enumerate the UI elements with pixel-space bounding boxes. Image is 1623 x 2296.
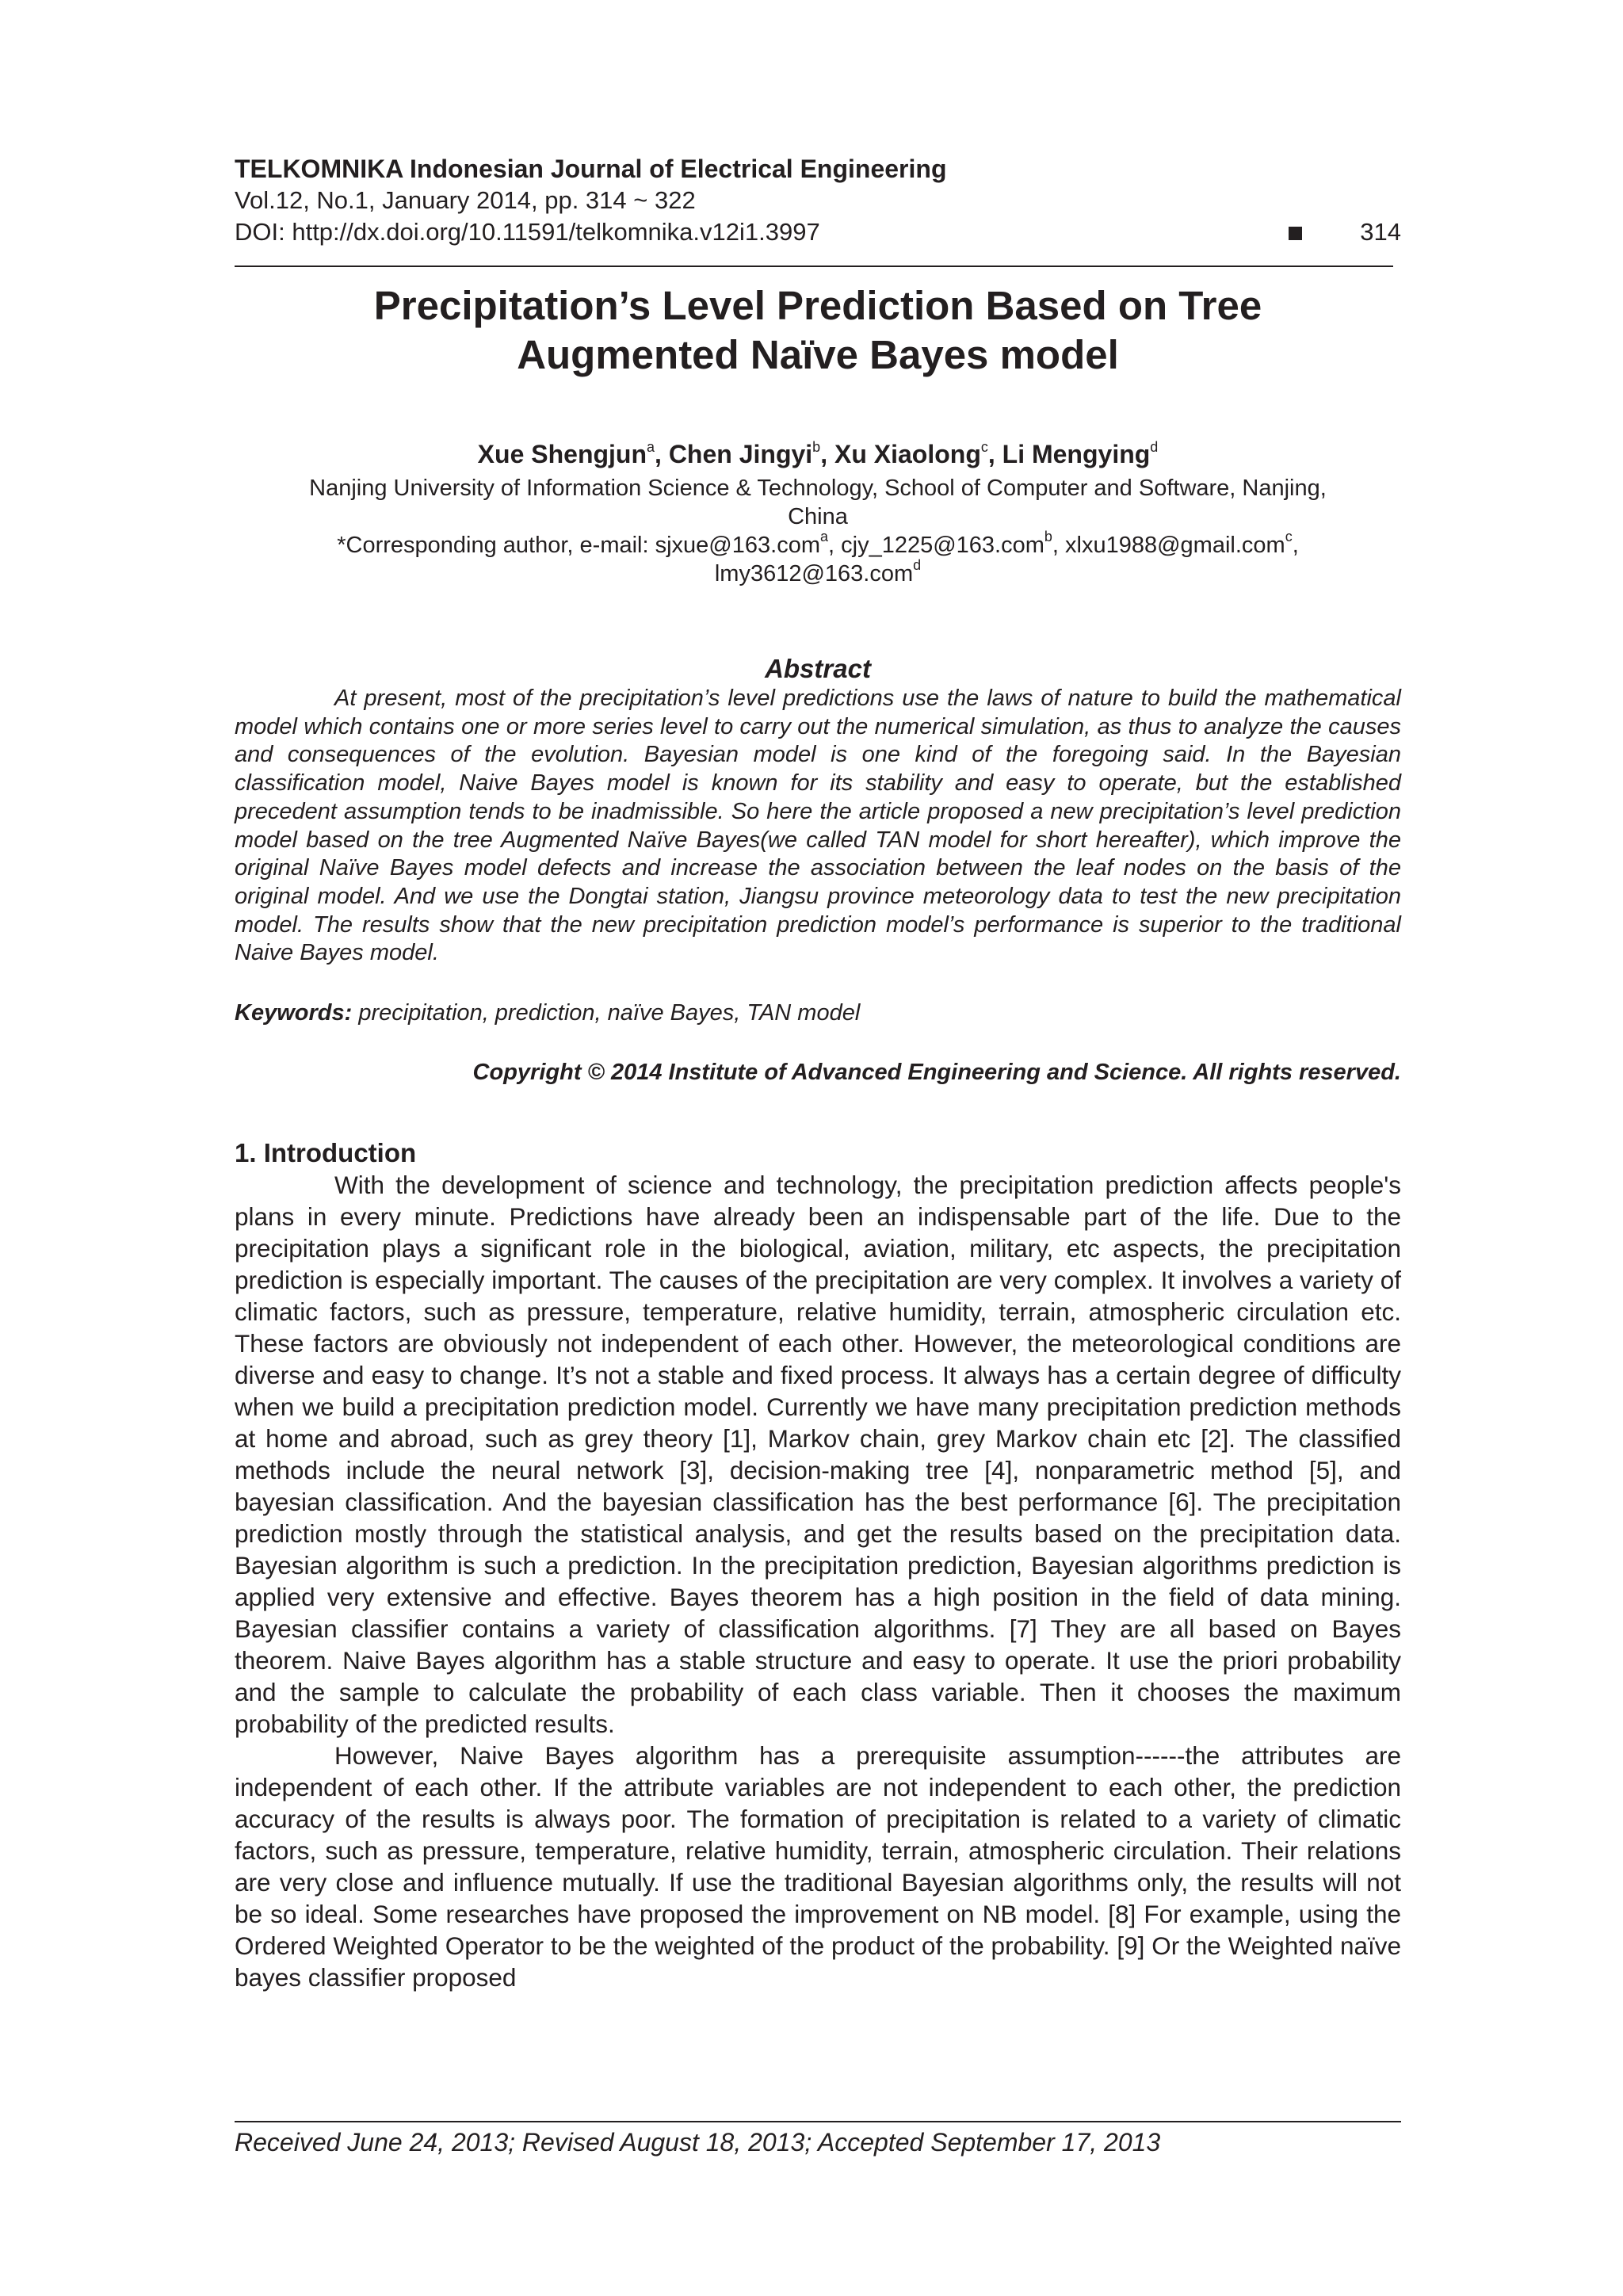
email-mark: c [1285,529,1293,544]
author-name: Chen Jingyi [668,440,813,468]
keywords-text: precipitation, prediction, naïve Bayes, TAN model [352,1000,861,1026]
body-paragraph: With the development of science and technology, the precipitation prediction affects people's plans in every minute. Predictions have already been an indispensable part of the life. Due to the precipitation plays a significant role in the biological, aviation, military, etc aspects, the precipitation prediction is especially important. The causes of the precipitation are very complex. It involves a variety of climatic factors, such as pressure, temperature, relative humidity, terrain, atmospheric circulation etc. These factors are obviously not independent of each other. However, the meteorological conditions are diverse and easy to change. It’s not a stable and fixed process. It always has a certain degree of difficulty when we build a precipitation prediction model. Currently we have many precipitation prediction methods at home and abroad, such as grey theory [1], Markov chain, grey Markov chain etc [2]. The classified methods include the neural network [3], decision-making tree [4], nonparametric method [5], and bayesian classification. And the bayesian classification has the best performance [6]. The precipitation prediction mostly through the statistical analysis, and get the results based on the precipitation data. Bayesian algorithm is such a prediction. In the precipitation prediction, Bayesian algorithms prediction is applied very extensive and effective. Bayes theorem has a high position in the field of data mining. Bayesian classifier contains a variety of classification algorithms. [7] They are all based on Bayes theorem. Naive Bayes algorithm has a stable structure and easy to operate. It use the priori probability and the sample to calculate the probability of each class variable. Then it chooses the maximum probability of the predicted results. [235,1171,1401,1738]
body-paragraph: However, Naive Bayes algorithm has a prerequisite assumption------the attributes are independent of each other. If the attribute variables are not independent to each other, the prediction accuracy of the results is always poor. The formation of precipitation is related to a variety of climatic factors, such as pressure, temperature, relative humidity, terrain, atmospheric circulation. Their relations are very close and influence mutually. If use the traditional Bayesian algorithms only, the results will not be so ideal. Some researches have proposed the improvement on NB model. [8] For example, using the Ordered Weighted Operator to be the weighted of the product of the probability. [9] Or the Weighted naïve bayes classifier proposed [235,1741,1401,1992]
email-mark: d [913,557,922,573]
page-number: 314 [1360,218,1401,246]
corresponding-email-line-2 [235,557,1401,588]
doi-row [235,216,1401,248]
email-prefix: *Corresponding author, e-mail: [337,533,655,558]
title-line-2: Augmented Naïve Bayes model [517,332,1119,377]
affiliation-line-1: Nanjing University of Information Science & Technology, School of Computer and Software, Nanjing, [309,476,1327,501]
copyright-notice: Copyright © 2014 Institute of Advanced Engineering and Science. All rights reserved. [472,1060,1401,1085]
square-bullet-icon [1289,227,1302,240]
email-mark: a [819,529,828,544]
journal-name: TELKOMNIKA Indonesian Journal of Electrical Engineering [235,155,947,183]
received-dates: Received June 24, 2013; Revised August 18, 2013; Accepted September 17, 2013 [235,2128,1161,2157]
email-address[interactable]: sjxue@163.com [655,533,820,558]
author-name: Li Mengying [1002,440,1151,468]
email-mark: b [1044,529,1052,544]
section-heading-introduction: 1. Introduction [235,1138,417,1167]
author-mark: b [812,439,821,455]
author-mark: d [1150,439,1159,455]
paper-title [235,281,1401,380]
abstract-heading: Abstract [765,654,871,683]
journal-header [235,153,1401,248]
title-line-1: Precipitation’s Level Prediction Based on Tree [373,283,1262,328]
author-list: Xue Shengjun$^a$, Chen Jingyi$^b$, Xu Xiaolong$^c$, Li Mengying$^d$ [477,439,1159,468]
keywords-label: Keywords: [235,1000,353,1026]
volume-line: Vol.12, No.1, January 2014, pp. 314 ~ 322 [235,186,696,214]
footer-rule [235,2121,1401,2122]
doi-line: DOI: http://dx.doi.org/10.11591/telkomnika.v12i1.3997 [235,218,820,246]
author-name: Xue Shengjun [477,440,647,468]
affiliation-block [235,474,1401,588]
keywords-line [235,999,1401,1027]
header-rule [235,266,1393,267]
email-address[interactable]: lmy3612@163.com [714,561,914,586]
abstract-text: At present, most of the precipitation’s level predictions use the laws of nature to build the mathematical model which contains one or more series level to carry out the numerical simulation, as thus to analyze the causes and consequences of the evolution. Bayesian model is one kind of the foregoing said. In the Bayesian classification model, Naive Bayes model is known for its stability and easy to operate, but the established precedent assumption tends to be inadmissible. So here the article proposed a new precipitation’s level prediction model based on the tree Augmented Naïve Bayes(we called TAN model for short hereafter), which improve the original Naïve Bayes model defects and increase the association between the leaf nodes on the basis of the original model. And we use the Dongtai station, Jiangsu province meteorology data to test the new precipitation model. The results show that the new precipitation prediction model’s performance is superior to the traditional Naive Bayes model. [235,686,1401,966]
author-mark: c [980,439,988,455]
introduction-body [235,1169,1401,1993]
author-name: Xu Xiaolong [834,440,981,468]
author-mark: a [647,439,655,455]
email-address[interactable]: cjy_1225@163.com [841,533,1044,558]
corresponding-email-line: *Corresponding author, e-mail: sjxue@163.com$^a$, cjy_1225@163.com$^b$, xlxu1988@gmail.com$^c$, [337,529,1299,558]
email-address[interactable]: xlxu1988@gmail.com [1065,533,1285,558]
affiliation-line-2: China [788,504,848,529]
